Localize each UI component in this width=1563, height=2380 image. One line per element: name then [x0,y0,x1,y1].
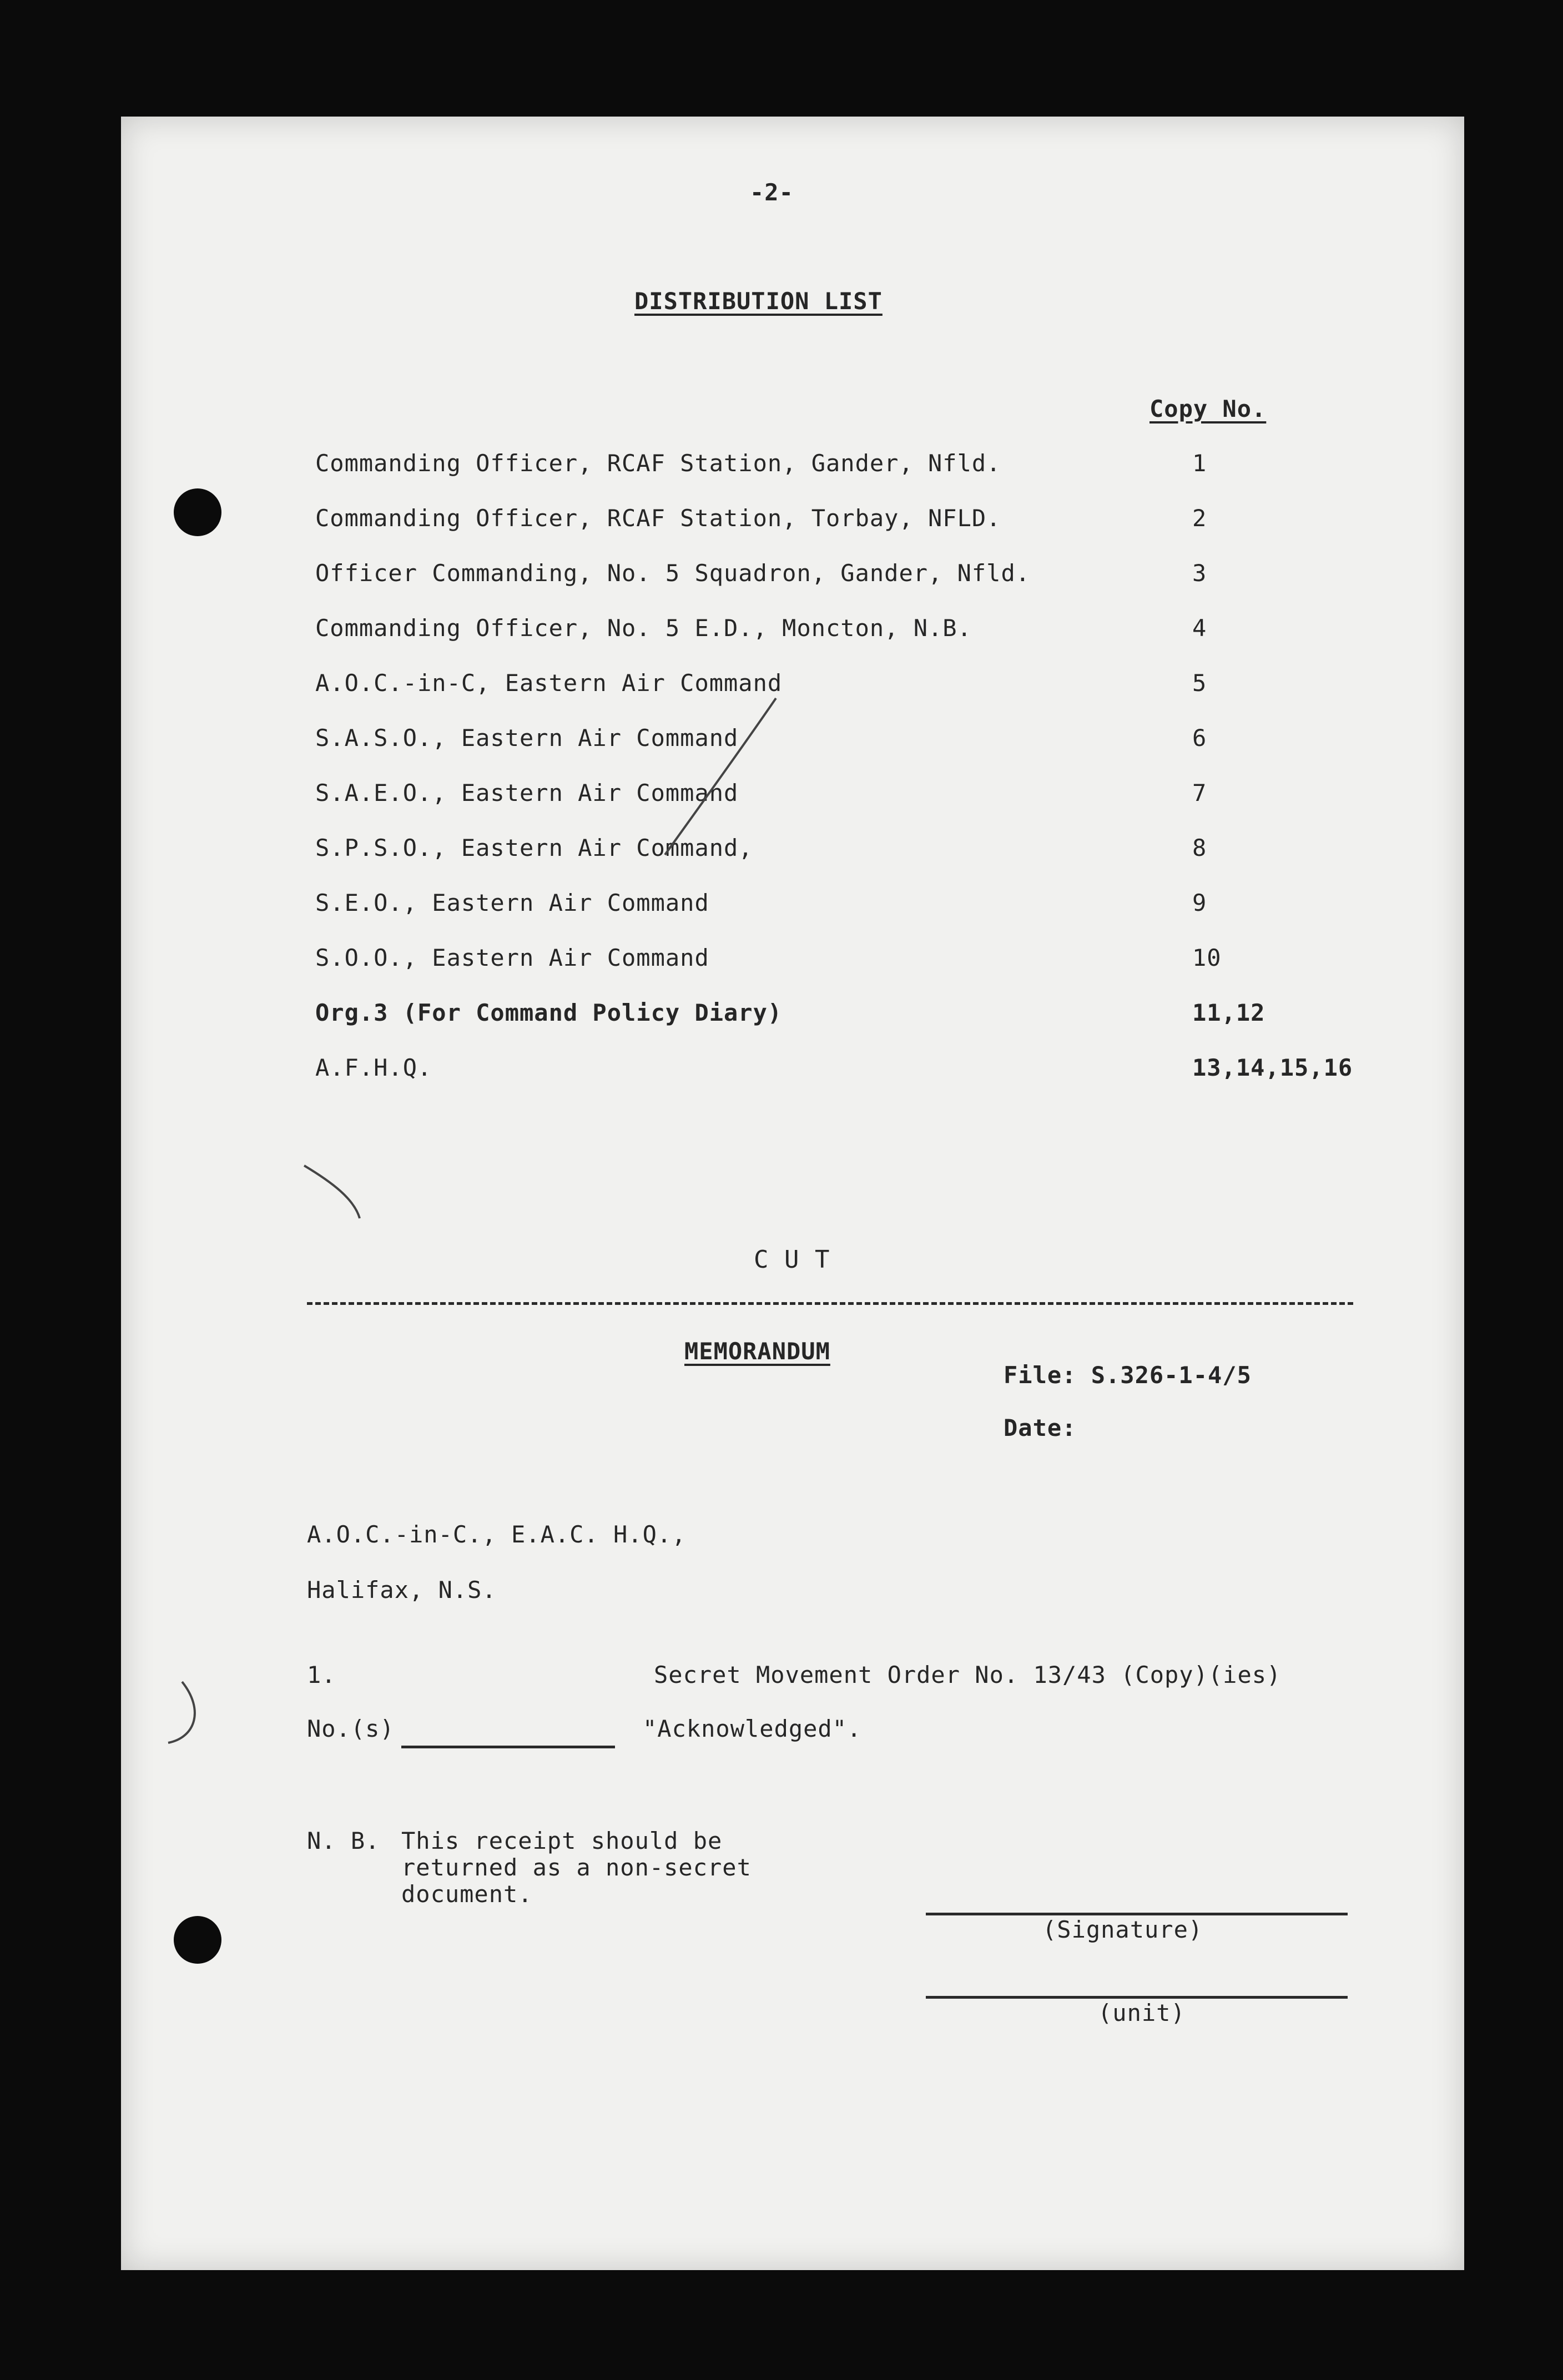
copy-number: 2 [1192,505,1207,532]
nb-text-1: This receipt should be [401,1827,723,1854]
recipient-name: A.O.C.-in-C, Eastern Air Command [315,669,783,697]
recipient-name: Org.3 (For Command Policy Diary) [315,999,783,1026]
unit-line [926,1996,1348,1999]
signature-line [926,1913,1348,1915]
nb-text-3: document. [401,1880,533,1908]
recipient-name: S.E.O., Eastern Air Command [315,889,709,916]
signature-label: (Signature) [1042,1916,1203,1943]
copy-number: 5 [1192,669,1207,697]
copy-number-header: Copy No. [1149,395,1267,422]
pen-mark [121,117,1464,2270]
page-number: -2- [750,179,794,206]
copy-number: 3 [1192,559,1207,587]
nb-text-2: returned as a non-secret [401,1854,752,1881]
cut-label: C U T [754,1246,830,1274]
file-reference: File: S.326-1-4/5 [1004,1362,1252,1389]
item-text: Secret Movement Order No. 13/43 (Copy)(ies) [654,1661,1282,1688]
memorandum-heading: MEMORANDUM [684,1338,830,1365]
date-label: Date: [1004,1414,1077,1441]
document-page [121,117,1464,2270]
recipient-name: S.O.O., Eastern Air Command [315,944,709,971]
recipient-name: Commanding Officer, RCAF Station, Torbay, NFLD. [315,505,1001,532]
unit-label: (unit) [1098,1999,1186,2026]
copy-number: 9 [1192,889,1207,916]
acknowledged-text: "Acknowledged". [643,1715,862,1742]
copy-number: 10 [1192,944,1222,971]
distribution-heading: DISTRIBUTION LIST [634,288,883,315]
copy-number: 13,14,15,16 [1192,1054,1353,1081]
copy-number: 11,12 [1192,999,1265,1026]
copy-number: 1 [1192,450,1207,477]
recipient-name: S.A.E.O., Eastern Air Command [315,779,739,806]
copy-number: 4 [1192,614,1207,642]
nos-label: No.(s) [307,1715,395,1742]
copy-number: 7 [1192,779,1207,806]
copy-number: 6 [1192,724,1207,752]
address-line-1: A.O.C.-in-C., E.A.C. H.Q., [307,1521,687,1548]
cut-line [307,1302,1353,1305]
item-number: 1. [307,1661,336,1688]
recipient-name: A.F.H.Q. [315,1054,432,1081]
recipient-name: S.P.S.O., Eastern Air Command, [315,834,753,861]
copy-number: 8 [1192,834,1207,861]
recipient-name: Commanding Officer, RCAF Station, Gander, Nfld. [315,450,1001,477]
recipient-name: S.A.S.O., Eastern Air Command [315,724,739,752]
recipient-name: Officer Commanding, No. 5 Squadron, Gander, Nfld. [315,559,1031,587]
address-line-2: Halifax, N.S. [307,1576,497,1604]
recipient-name: Commanding Officer, No. 5 E.D., Moncton, N.B. [315,614,972,642]
nos-fill-line [401,1746,615,1748]
nb-label: N. B. [307,1827,380,1854]
